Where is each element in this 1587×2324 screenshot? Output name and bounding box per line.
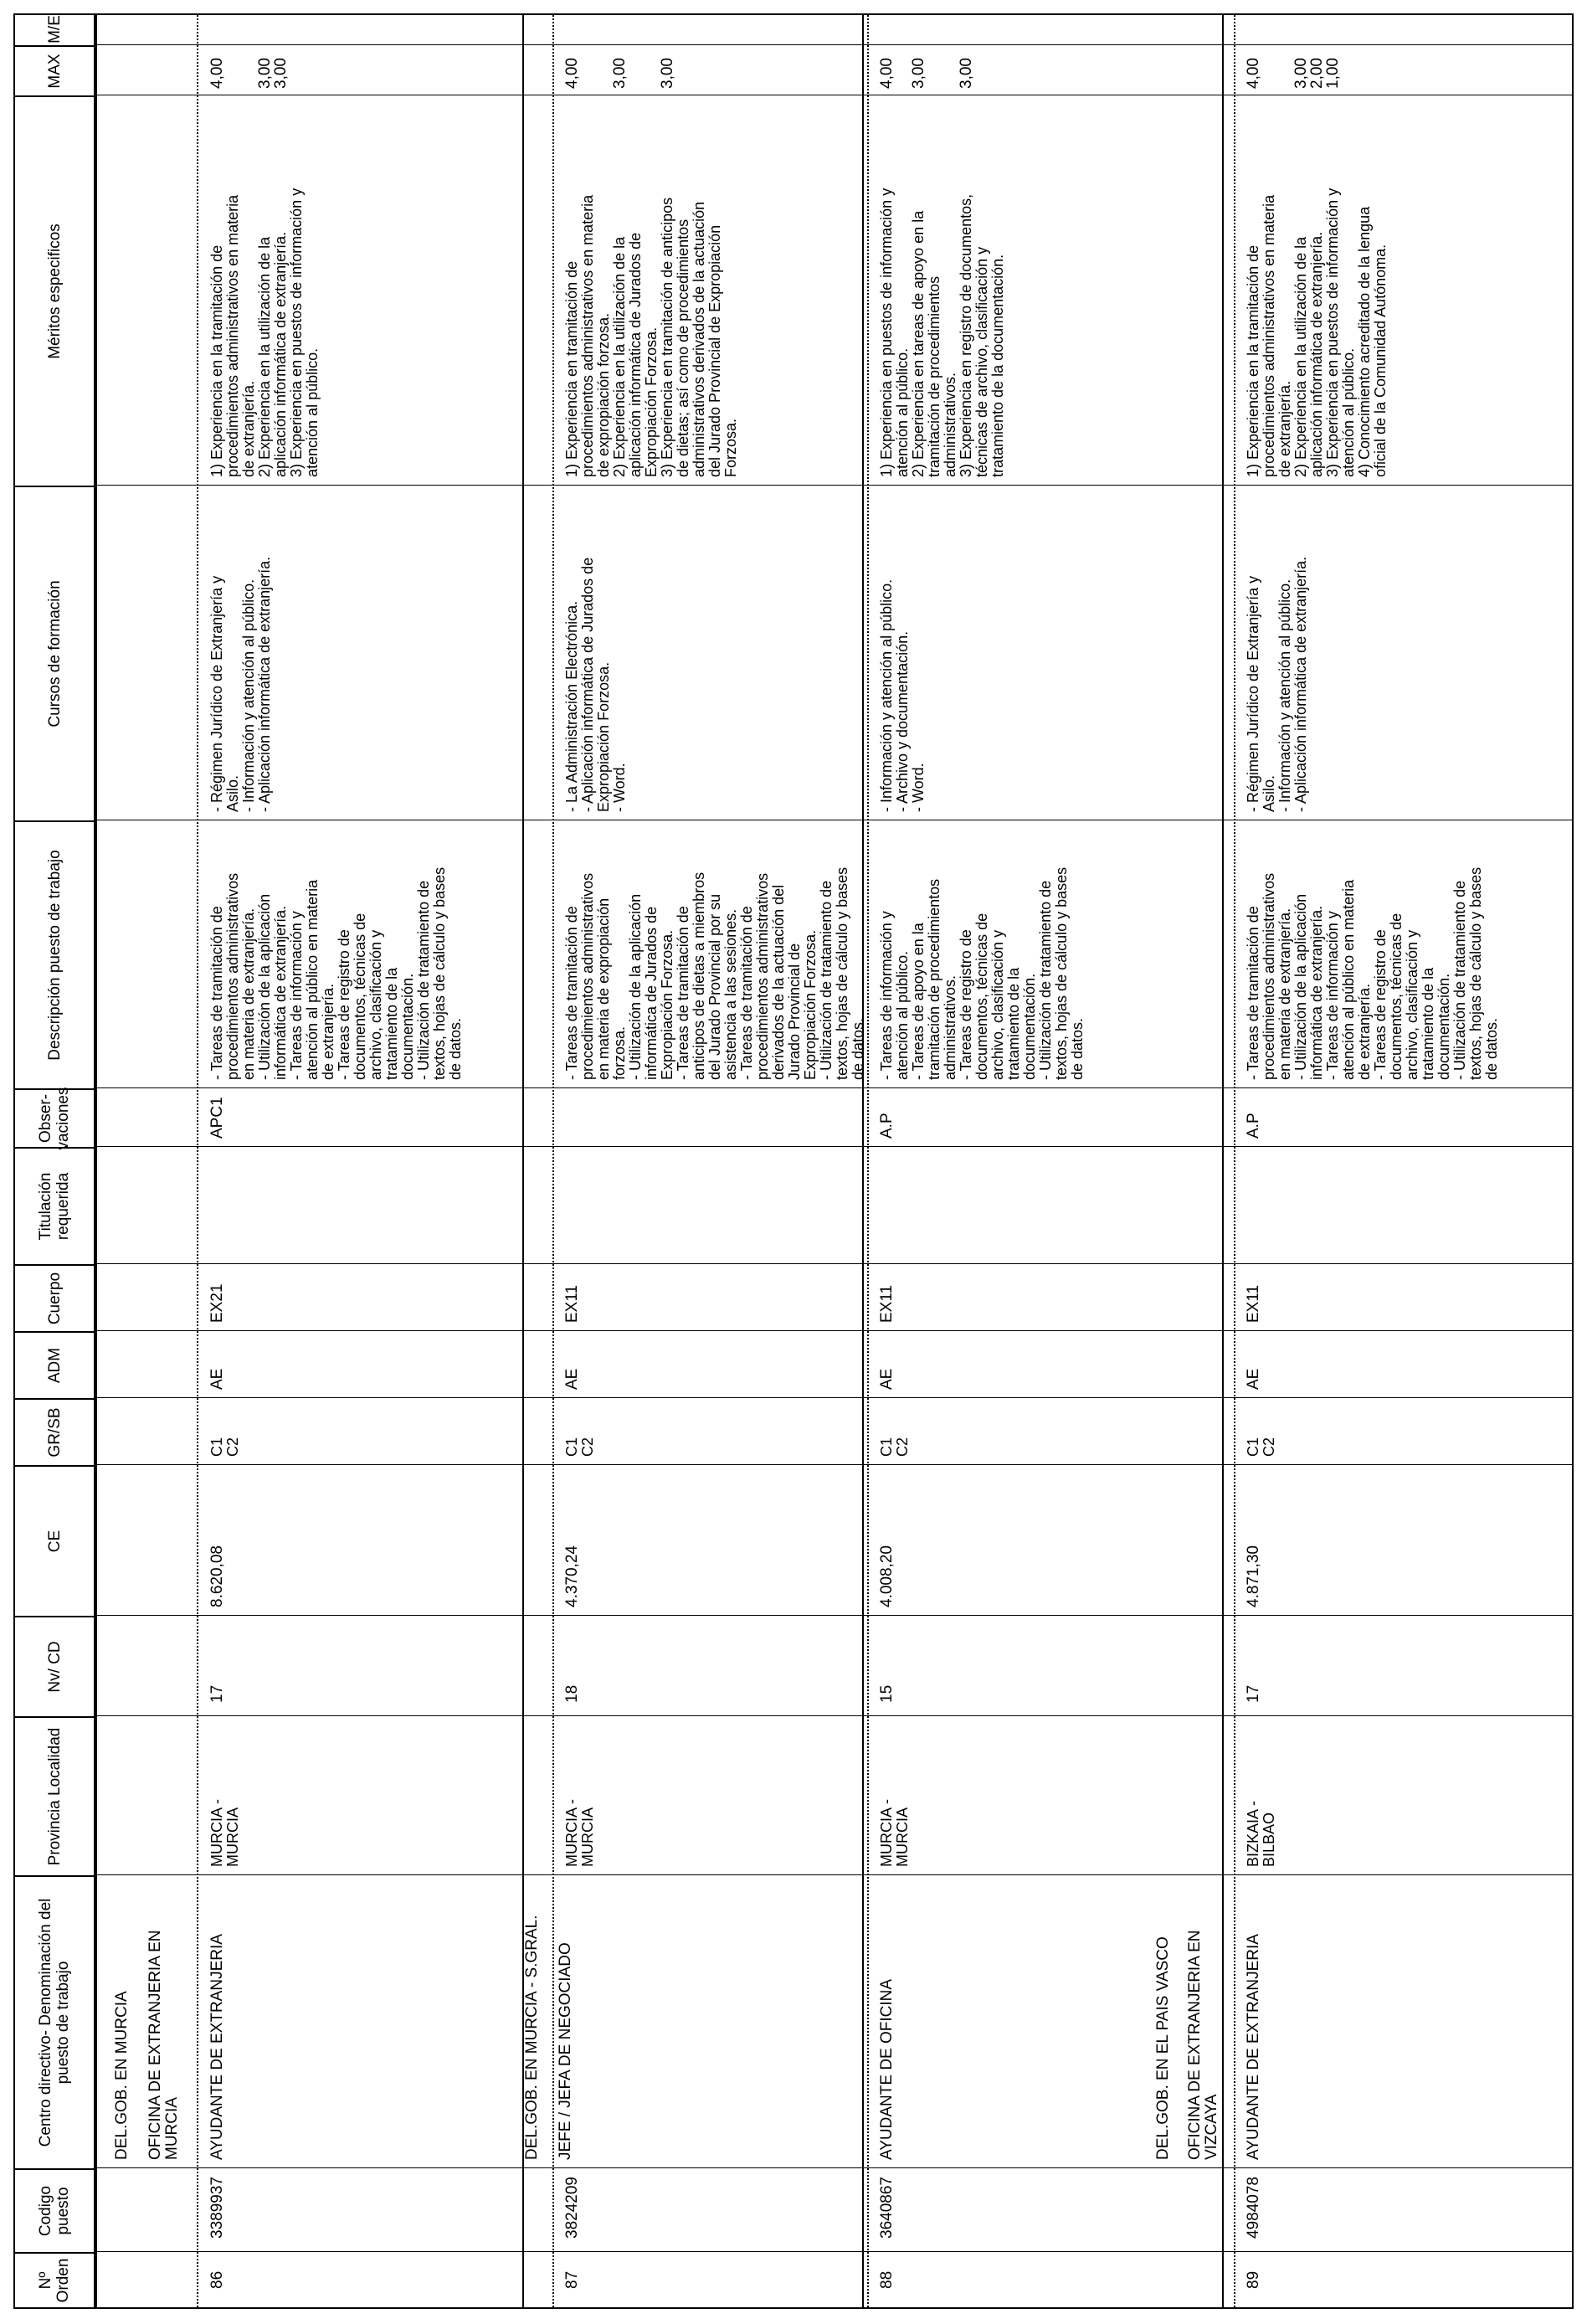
header-orden: Nº Orden xyxy=(15,2252,94,2307)
cuerpo-cell: EX11 xyxy=(563,1284,581,1323)
column-divider xyxy=(97,2251,1572,2252)
denominacion-cell: JEFE / JEFA DE NEGOCIADO xyxy=(557,1942,574,2160)
row-divider xyxy=(197,15,198,2307)
column-divider xyxy=(97,1874,1572,1875)
grupo-cell: C1 C2 xyxy=(878,1437,911,1457)
header-centro: Centro directivo- Denominación del puesto de trabajo xyxy=(15,1875,94,2168)
denominacion-cell: AYUDANTE DE EXTRANJERIA xyxy=(1245,1934,1262,2160)
descripcion-cell: - Tareas de tramitación de procedimientos administrativos en materia de expropiación forzosa. - Utilización de la aplicación informática de Jurados de Expropiación Forzosa. - Tareas de tramitación de anticipos de dietas a miembros del Jurado Provincial por su asistencia a las sesiones. - Tareas de tramitación de procedimientos administrativos derivados de la actuación del Jurado Provincial de Expropiación Forzosa. - Utilización de tratamiento de textos, hojas de cálculo y bases de datos. xyxy=(563,866,866,1080)
table-header xyxy=(15,15,97,2307)
cuerpo-cell: EX11 xyxy=(1245,1284,1262,1323)
ce-cell: 4.370,24 xyxy=(563,1545,581,1607)
cuerpo-cell: EX21 xyxy=(208,1283,226,1323)
cursos-cell: - Régimen Jurídico de Extranjería y Asilo. - Información y atención al público. - Aplicación informática de extranjería. xyxy=(208,556,273,812)
row-band xyxy=(862,15,864,2307)
codigo-cell: 3824209 xyxy=(563,2177,581,2239)
section-subtitle: OFICINA DE EXTRANJERIA EN MURCIA xyxy=(146,1930,181,2160)
column-divider xyxy=(97,1263,1572,1264)
orden-cell: 89 xyxy=(1245,2270,1262,2289)
max-value: 4,00 xyxy=(208,58,226,89)
row-divider xyxy=(1234,15,1235,2307)
denominacion-cell: AYUDANTE DE EXTRANJERIA xyxy=(208,1934,226,2160)
max-value: 3,00 xyxy=(272,58,290,89)
header-meritos: Méritos especificos xyxy=(15,95,94,486)
cursos-cell: - Régimen Jurídico de Extranjería y Asilo. - Información y atención al público. - Aplicación informática de extranjería. xyxy=(1245,556,1309,812)
header-me: M/E xyxy=(45,15,64,44)
orden-cell: 86 xyxy=(208,2270,226,2289)
ce-cell: 4.871,30 xyxy=(1245,1545,1262,1607)
max-value: 3,00 xyxy=(1292,58,1310,89)
cuerpo-cell: EX11 xyxy=(878,1284,896,1323)
adm-cell: AE xyxy=(563,1368,581,1390)
header-max: MAX xyxy=(15,45,94,95)
denominacion-cell: AYUDANTE DE OFICINA xyxy=(878,1978,896,2160)
provincia-cell: MURCIA - MURCIA xyxy=(563,1799,596,1867)
header-nivel: Nv/ CD xyxy=(15,1616,94,1716)
column-divider xyxy=(97,1146,1572,1147)
descripcion-cell: - Tareas de tramitación de procedimientos administrativos en materia de extranjería. - Utilización de la aplicación informática de extranjería. - Tareas de información y atención al público en materia de extranjería. - Tareas de registro de documentos, técnicas de archivo, clasificación y tratamiento de la documentación. - Utilización de tratamiento de textos, hojas de cálculo y bases de datos. xyxy=(1245,866,1500,1080)
job-table xyxy=(13,13,1574,2309)
cursos-cell: - Información y atención al público. - Archivo y documentación. - Word. xyxy=(878,578,927,812)
ce-cell: 4.008,20 xyxy=(878,1545,896,1607)
orden-cell: 87 xyxy=(563,2270,581,2289)
column-divider xyxy=(97,1087,1572,1088)
section-title: DEL.GOB. EN MURCIA - S.GRAL. xyxy=(523,1915,541,2160)
header-cursos: Cursos de formación xyxy=(15,486,94,820)
max-value: 4,00 xyxy=(1245,58,1262,89)
max-value: 3,00 xyxy=(659,58,676,89)
row-divider xyxy=(552,15,554,2307)
adm-cell: AE xyxy=(1245,1368,1262,1390)
observaciones-cell: A.P xyxy=(1245,1113,1262,1139)
column-divider xyxy=(97,44,1572,45)
header-descripcion: Descripción puesto de trabajo xyxy=(15,820,94,1088)
nivel-cell: 17 xyxy=(1245,1684,1262,1703)
max-value: 3,00 xyxy=(910,58,927,89)
section-title: DEL.GOB. EN EL PAIS VASCO xyxy=(1154,1936,1172,2160)
nivel-cell: 17 xyxy=(208,1684,226,1703)
provincia-cell: MURCIA - MURCIA xyxy=(878,1799,911,1867)
meritos-cell: 1) Experiencia en puestos de información y atención al público. 2) Experiencia en tareas de apoyo en la tramitación de procedimientos administrativos. 3) Experiencia en registro de documentos, técnicas de archivo, clasificación y tratamiento de la documentación. xyxy=(878,188,1006,477)
orden-cell: 88 xyxy=(878,2270,896,2289)
max-value: 3,00 xyxy=(958,58,975,89)
provincia-cell: BIZKAIA - BILBAO xyxy=(1245,1800,1277,1867)
header-grupo: GR/SB xyxy=(15,1398,94,1465)
max-value: 3,00 xyxy=(256,58,274,89)
header-adm: ADM xyxy=(15,1331,94,1398)
nivel-cell: 18 xyxy=(563,1684,581,1703)
observaciones-cell: A.P xyxy=(878,1113,896,1139)
observaciones-cell: APC1 xyxy=(208,1097,226,1139)
grupo-cell: C1 C2 xyxy=(208,1437,241,1457)
max-value: 4,00 xyxy=(563,58,581,89)
meritos-cell: 1) Experiencia en tramitación de procedimientos administrativos en materia de expropiación forzosa. 2) Experiencia en la utilización de la aplicación informática de Jurados de Expropiación Forzosa. 3) Experiencia en tramitación de anticipos de dietas; así como de procedimientos administrativos derivados de la actuación del Jurado Provincial de Expropiación Forzosa. xyxy=(563,194,739,477)
column-divider xyxy=(97,1615,1572,1616)
descripcion-cell: - Tareas de información y atención al público. - Tareas de apoyo en la tramitación de procedimientos administrativos. - Tareas de registro de documentos, técnicas de archivo, clasificación y tratamiento de la documentación. - Utilización de tratamiento de textos, hojas de cálculo y bases de datos. xyxy=(878,866,1086,1080)
column-divider xyxy=(97,2167,1572,2168)
codigo-cell: 3640867 xyxy=(878,2177,896,2239)
header-codigo: Codigo puesto xyxy=(15,2168,94,2252)
max-value: 4,00 xyxy=(878,58,896,89)
column-divider xyxy=(97,1715,1572,1716)
provincia-cell: MURCIA - MURCIA xyxy=(208,1799,241,1867)
meritos-cell: 1) Experiencia en la tramitación de procedimientos administrativos en materia de extranjería. 2) Experiencia en la utilización de la aplicación informática de extranjería. 3) Experiencia en puestos de información y atención al público. xyxy=(208,188,321,477)
adm-cell: AE xyxy=(208,1368,226,1390)
column-divider xyxy=(97,1397,1572,1398)
grupo-cell: C1 C2 xyxy=(563,1437,596,1457)
section-title: DEL.GOB. EN MURCIA xyxy=(113,1991,131,2160)
meritos-cell: 1) Experiencia en la tramitación de procedimientos administrativos en materia de extranjería. 2) Experiencia en la utilización de la aplicación informática de extranjería. 3) Experiencia en puestos de información y atención al público. 4) Conocimiento acreditado de la lengua oficial de la Comunidad Autónoma. xyxy=(1245,188,1389,477)
nivel-cell: 15 xyxy=(878,1684,896,1703)
header-provincia: Provincia Localidad xyxy=(15,1716,94,1875)
cursos-cell: - La Administración Electrónica. - Aplicación informática de Jurados de Expropiación Forzosa. - Word. xyxy=(563,557,628,812)
grupo-cell: C1 C2 xyxy=(1245,1437,1277,1457)
header-titulacion: Titulación requerida xyxy=(15,1147,94,1264)
ce-cell: 8.620,08 xyxy=(208,1545,226,1607)
row-band xyxy=(1222,15,1224,2307)
section-subtitle: OFICINA DE EXTRANJERIA EN VIZCAYA xyxy=(1186,1930,1220,2160)
max-value: 1,00 xyxy=(1324,58,1342,89)
max-value: 3,00 xyxy=(611,58,629,89)
column-divider xyxy=(97,1330,1572,1331)
adm-cell: AE xyxy=(878,1368,896,1390)
column-divider xyxy=(97,1464,1572,1465)
codigo-cell: 4984078 xyxy=(1245,2177,1262,2239)
descripcion-cell: - Tareas de tramitación de procedimientos administrativos en materia de extranjería. - Utilización de la aplicación informática de extranjería. - Tareas de información y atención al público en materia de extranjería. - Tareas de registro de documentos, técnicas de archivo, clasificación y tratamiento de la documentación. - Utilización de tratamiento de textos, hojas de cálculo y bases de datos. xyxy=(208,866,464,1080)
header-cuerpo: Cuerpo xyxy=(15,1264,94,1331)
row-divider xyxy=(867,15,869,2307)
header-ce: CE xyxy=(15,1465,94,1616)
codigo-cell: 3389937 xyxy=(208,2177,226,2239)
column-divider xyxy=(97,485,1572,486)
max-value: 2,00 xyxy=(1308,58,1326,89)
header-observaciones: Obser- vaciones xyxy=(15,1088,94,1147)
